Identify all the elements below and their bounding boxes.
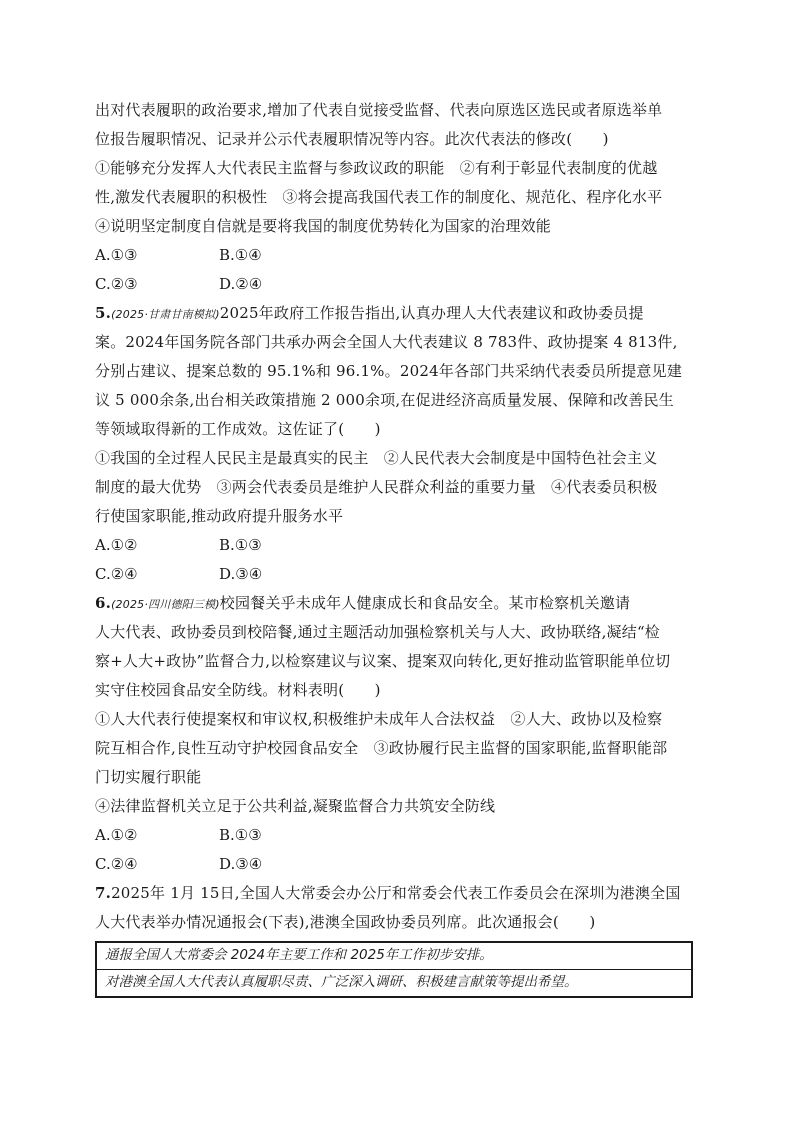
question-text: 2025年 1月 15日,全国人大常委会办公厅和常委会代表工作委员会在深圳为港澳全国 bbox=[111, 884, 681, 902]
question-text-line: 案。2024年国务院各部门共承办两会全国人大代表建议 8 783件、政协提案 4 813件, bbox=[95, 333, 678, 351]
question-first-line bbox=[95, 589, 705, 618]
option-c[interactable]: C.②③ bbox=[95, 275, 138, 293]
question-text: 2025年政府工作报告指出,认真办理人大代表建议和政协委员提 bbox=[219, 304, 644, 322]
question-text-line: 实守住校园食品安全防线。材料表明( ) bbox=[95, 681, 381, 699]
option-a[interactable]: A.①③ bbox=[95, 246, 138, 264]
question-5 bbox=[95, 299, 705, 589]
question-number: 7. bbox=[95, 884, 112, 902]
question-first-line bbox=[95, 879, 705, 908]
option-b[interactable]: B.①④ bbox=[219, 246, 262, 264]
statement-line: 门切实履行职能 bbox=[95, 768, 202, 786]
question-text-line: 分别占建议、提案总数的 95.1%和 96.1%。2024年各部门共采纳代表委员所提意见建 bbox=[95, 362, 683, 380]
statement-line: ①能够充分发挥人大代表民主监督与参政议政的职能 ②有利于彰显代表制度的优越 bbox=[95, 159, 658, 177]
option-b[interactable]: B.①③ bbox=[219, 536, 262, 554]
question-page bbox=[95, 96, 705, 998]
statement-line: ①人大代表行使提案权和审议权,积极维护未成年人合法权益 ②人大、政协以及检察 bbox=[95, 710, 663, 728]
answer-options-row bbox=[95, 270, 705, 299]
answer-options-row bbox=[95, 560, 705, 589]
answer-options-row bbox=[95, 821, 705, 850]
option-a[interactable]: A.①② bbox=[95, 826, 138, 844]
question-text-line: 出对代表履职的政治要求,增加了代表自觉接受监督、代表向原选区选民或者原选举单 bbox=[95, 101, 663, 119]
statement-line: 性,激发代表履职的积极性 ③将会提高我国代表工作的制度化、规范化、程序化水平 bbox=[95, 188, 663, 206]
option-d[interactable]: D.③④ bbox=[219, 855, 263, 873]
statement-line: 院互相合作,良性互动守护校园食品安全 ③政协履行民主监督的国家职能,监督职能部 bbox=[95, 739, 668, 757]
option-b[interactable]: B.①③ bbox=[219, 826, 262, 844]
question-first-line bbox=[95, 299, 705, 328]
answer-options-row bbox=[95, 241, 705, 270]
statement-line: ④法律监督机关立足于公共利益,凝聚监督合力共筑安全防线 bbox=[95, 797, 496, 815]
question-number: 5. bbox=[95, 304, 112, 322]
question-number: 6. bbox=[95, 594, 112, 612]
option-a[interactable]: A.①② bbox=[95, 536, 138, 554]
answer-options-row bbox=[95, 850, 705, 879]
question-source: (2025·甘肃甘南模拟) bbox=[111, 308, 220, 321]
option-d[interactable]: D.②④ bbox=[219, 275, 263, 293]
question-text-line: 位报告履职情况、记录并公示代表履职情况等内容。此次代表法的修改( ) bbox=[95, 130, 609, 148]
statement-line: 制度的最大优势 ③两会代表委员是维护人民群众利益的重要力量 ④代表委员积极 bbox=[95, 478, 658, 496]
table-row: 对港澳全国人大代表认真履职尽责、广泛深入调研、积极建言献策等提出希望。 bbox=[97, 969, 691, 996]
question-6 bbox=[95, 589, 705, 879]
question-source: (2025·四川德阳三模) bbox=[111, 598, 220, 611]
question-text-line: 人大代表、政协委员到校陪餐,通过主题活动加强检察机关与人大、政协联络,凝结“检 bbox=[95, 623, 661, 641]
question-text-line: 等领域取得新的工作成效。这佐证了( ) bbox=[95, 420, 381, 438]
table-row: 通报全国人大常委会 2024年主要工作和 2025年工作初步安排。 bbox=[105, 947, 493, 963]
question-text-line: 人大代表举办情况通报会(下表),港澳全国政协委员列席。此次通报会( ) bbox=[95, 913, 596, 931]
question-7 bbox=[95, 879, 705, 998]
option-d[interactable]: D.③④ bbox=[219, 565, 263, 583]
question-text: 校园餐关乎未成年人健康成长和食品安全。某市检察机关邀请 bbox=[219, 594, 631, 612]
question-4-tail bbox=[95, 96, 705, 299]
question-text-line: 察+人大+政协”监督合力,以检察建议与议案、提案双向转化,更好推动监管职能单位切 bbox=[95, 652, 671, 670]
statement-line: 行使国家职能,推动政府提升服务水平 bbox=[95, 507, 344, 525]
option-c[interactable]: C.②④ bbox=[95, 855, 138, 873]
statement-line: ④说明坚定制度自信就是要将我国的制度优势转化为国家的治理效能 bbox=[95, 217, 552, 235]
info-table bbox=[95, 941, 693, 998]
statement-line: ①我国的全过程人民民主是最真实的民主 ②人民代表大会制度是中国特色社会主义 bbox=[95, 449, 658, 467]
question-text-line: 议 5 000余条,出台相关政策措施 2 000余项,在促进经济高质量发展、保障和改善民生 bbox=[95, 391, 674, 409]
option-c[interactable]: C.②④ bbox=[95, 565, 138, 583]
answer-options-row bbox=[95, 531, 705, 560]
